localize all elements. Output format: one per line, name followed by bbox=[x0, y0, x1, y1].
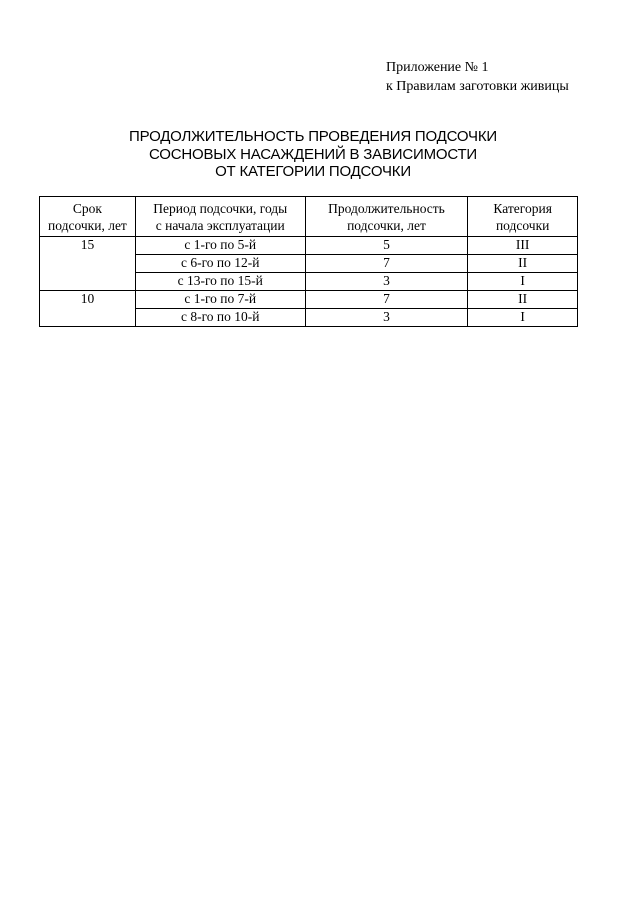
header-duration bbox=[305, 197, 468, 237]
appendix-note bbox=[386, 58, 569, 96]
period-cell: с 1-го по 5-й bbox=[135, 237, 305, 255]
header-period-line-1: Период подсочки, годы bbox=[153, 200, 288, 216]
term-cell: 10 bbox=[40, 291, 136, 327]
document-title bbox=[40, 128, 586, 181]
period-cell: с 8-го по 10-й bbox=[135, 309, 305, 327]
title-line-3: ОТ КАТЕГОРИИ ПОДСОЧКИ bbox=[215, 163, 411, 180]
title-line-2: СОСНОВЫХ НАСАЖДЕНИЙ В ЗАВИСИМОСТИ bbox=[148, 145, 478, 163]
period-cell: с 13-го по 15-й bbox=[135, 273, 305, 291]
category-cell: I bbox=[468, 273, 578, 291]
period-cell: с 6-го по 12-й bbox=[135, 255, 305, 273]
tapping-duration-table bbox=[39, 196, 578, 327]
table-header-row bbox=[40, 197, 578, 237]
category-cell: II bbox=[468, 291, 578, 309]
header-duration-line-1: Продолжительность bbox=[328, 200, 445, 216]
header-duration-line-2: подсочки, лет bbox=[347, 217, 426, 233]
header-category-line-2: подсочки bbox=[495, 217, 550, 233]
category-cell: II bbox=[468, 255, 578, 273]
duration-cell: 7 bbox=[305, 255, 468, 273]
appendix-line-1: Приложение № 1 bbox=[386, 60, 489, 75]
category-cell: I bbox=[468, 309, 578, 327]
duration-cell: 3 bbox=[305, 309, 468, 327]
table-row bbox=[40, 237, 578, 255]
appendix-line-2: к Правилам заготовки живицы bbox=[386, 79, 569, 94]
duration-cell: 3 bbox=[305, 273, 468, 291]
header-term bbox=[40, 197, 136, 237]
table-row bbox=[40, 291, 578, 309]
category-cell: III bbox=[468, 237, 578, 255]
duration-cell: 7 bbox=[305, 291, 468, 309]
period-cell: с 1-го по 7-й bbox=[135, 291, 305, 309]
header-category bbox=[468, 197, 578, 237]
duration-cell: 5 bbox=[305, 237, 468, 255]
header-term-line-1: Срок bbox=[72, 200, 102, 216]
header-term-line-2: подсочки, лет bbox=[48, 217, 127, 233]
header-period-line-2: с начала эксплуатации bbox=[155, 217, 285, 233]
header-period bbox=[135, 197, 305, 237]
term-cell: 15 bbox=[40, 237, 136, 291]
header-category-line-1: Категория bbox=[493, 200, 552, 216]
title-line-1: ПРОДОЛЖИТЕЛЬНОСТЬ ПРОВЕДЕНИЯ ПОДСОЧКИ bbox=[129, 128, 497, 145]
